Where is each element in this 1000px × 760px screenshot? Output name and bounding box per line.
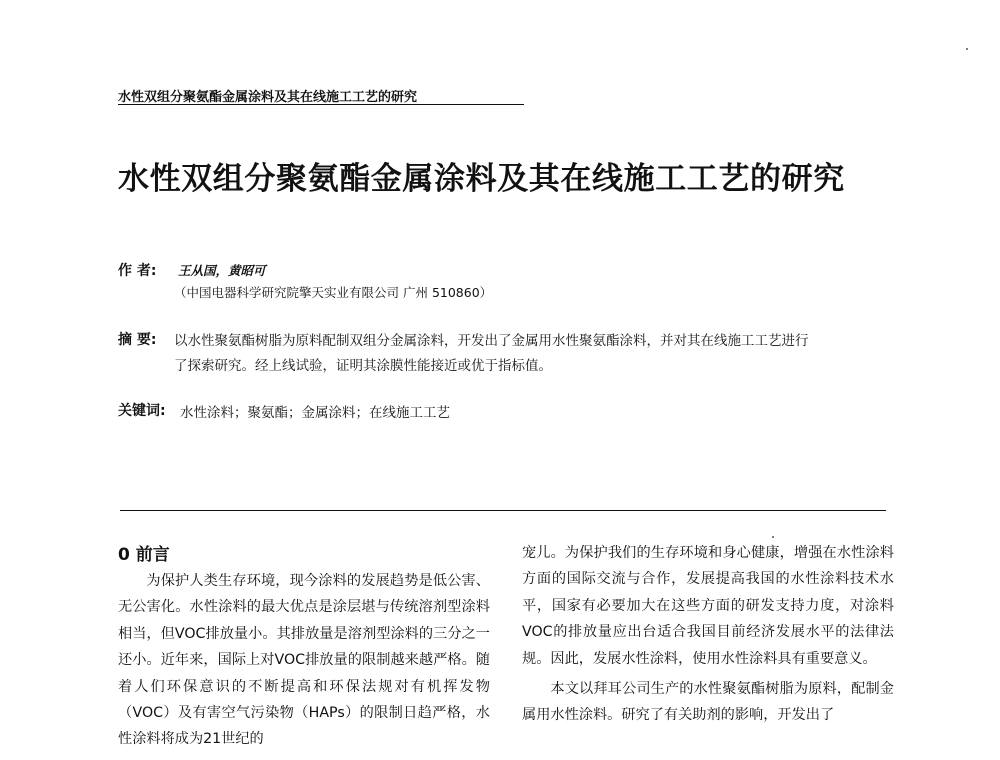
paper-title: 水性双组分聚氨酯金属涂料及其在线施工工艺的研究 <box>118 161 845 197</box>
affiliation: （中国电器科学研究院擎天实业有限公司 广州 510860） <box>174 285 493 300</box>
running-header: 水性双组分聚氨酯金属涂料及其在线施工工艺的研究 <box>118 90 418 105</box>
keywords: 水性涂料；聚氨酯；金属涂料；在线施工工艺 <box>180 405 450 421</box>
scan-speck <box>772 536 774 538</box>
abstract-label: 摘 要: <box>118 332 157 348</box>
header-rule <box>118 104 524 105</box>
column-left <box>118 568 490 753</box>
paragraph: 宠儿。为保护我们的生存环境和身心健康，增强在水性涂料方面的国际交流与合作，发展提高我国的水性涂料技术水平，国家有必要加大在这些方面的研发支持力度，对涂料VOC的排放量应出台适合我国目前经济发展水平的法律法规。因此，发展水性涂料，使用水性涂料具有重要意义。 <box>522 545 894 667</box>
scan-speck <box>966 48 968 50</box>
abstract-line: 了探索研究。经上线试验，证明其涂膜性能接近或优于指标值。 <box>174 358 552 374</box>
abstract-line: 以水性聚氨酯树脂为原料配制双组分金属涂料，开发出了金属用水性聚氨酯涂料，并对其在线施工工艺进行 <box>174 333 809 349</box>
section-heading: 0 前言 <box>118 545 170 565</box>
paragraph: 本文以拜耳公司生产的水性聚氨酯树脂为原料，配制金属用水性涂料。研究了有关助剂的影响，开发出了 <box>522 681 894 724</box>
keywords-label: 关键词: <box>118 403 166 419</box>
authors: 王从国，黄昭可 <box>178 263 266 278</box>
section-rule <box>120 510 886 511</box>
authors-label: 作 者: <box>118 263 157 279</box>
column-right <box>522 540 894 729</box>
paragraph: 为保护人类生存环境，现今涂料的发展趋势是低公害、无公害化。水性涂料的最大优点是涂层堪与传统溶剂型涂料相当，但VOC排放量小。其排放量是溶剂型涂料的三分之一还小。近年来，国际上对VOC排放量的限制越来越严格。随着人们环保意识的不断提高和环保法规对有机挥发物（VOC）及有害空气污染物（HAPs）的限制日趋严格，水性涂料将成为21世纪的 <box>118 573 490 748</box>
